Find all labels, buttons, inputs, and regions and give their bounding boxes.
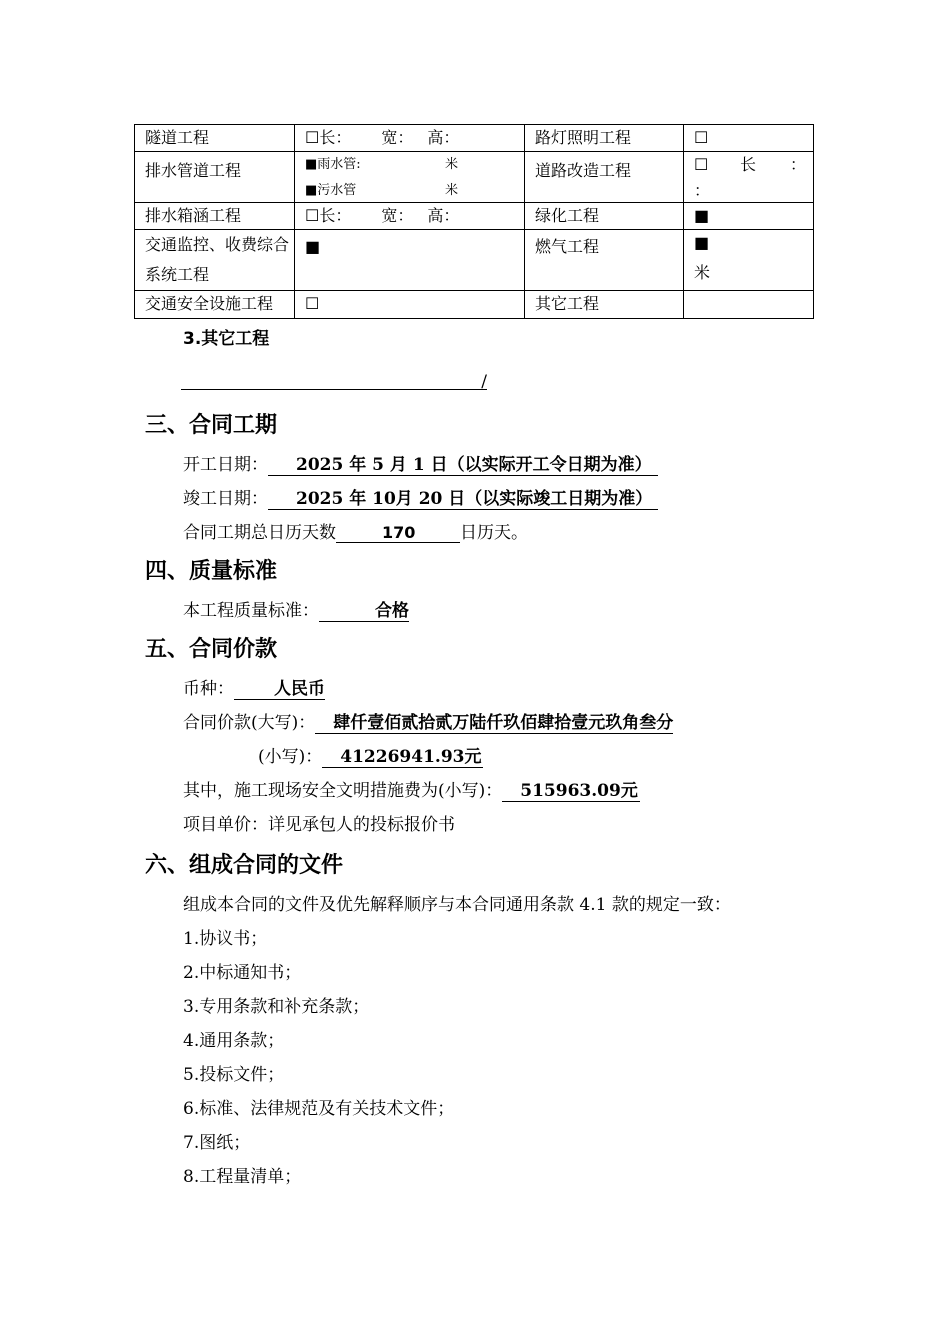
price-lower-line: (小写)： 41226941.93元	[258, 742, 483, 768]
work-name: 排水管道工程	[135, 152, 295, 203]
work-name: 交通安全设施工程	[135, 291, 295, 319]
work-name: 绿化工程	[525, 203, 684, 230]
price-upper-line: 合同价款(大写)： 肆仟壹佰贰拾贰万陆仟玖佰肆拾壹元玖角叁分	[183, 708, 673, 734]
work-name: 交通监控、收费综合系统工程	[145, 235, 290, 284]
work-name: 其它工程	[525, 291, 684, 319]
safety-fee-value: 515963.09元	[502, 776, 640, 802]
checkbox-icon: ■	[684, 203, 814, 230]
start-date-line: 开工日期： 2025 年 5 月 1 日（以实际开工令日期为准）	[183, 450, 658, 476]
start-date-value: 2025 年 5 月 1 日（以实际开工令日期为准）	[268, 450, 658, 476]
checkbox-icon: ☐	[295, 291, 525, 319]
currency-line: 币种： 人民币	[183, 674, 325, 700]
list-item: 6.标准、法律规范及有关技术文件；	[183, 1099, 455, 1119]
price-lower-value: 41226941.93元	[322, 742, 483, 768]
list-item: 8.工程量清单；	[183, 1167, 302, 1187]
price-upper-value: 肆仟壹佰贰拾贰万陆仟玖佰肆拾壹元玖角叁分	[315, 708, 673, 734]
work-name: 路灯照明工程	[525, 125, 684, 152]
section-title: 四、质量标准	[145, 559, 278, 584]
work-name: 隧道工程	[135, 125, 295, 152]
end-date-value: 2025 年 10月 20 日（以实际竣工日期为准）	[268, 484, 658, 510]
checkbox-icon: ☐	[684, 125, 814, 152]
list-item: 3.专用条款和补充条款；	[183, 997, 370, 1017]
list-item: 5.投标文件；	[183, 1065, 285, 1085]
section-title: 六、组成合同的文件	[145, 853, 344, 878]
table-row	[135, 152, 814, 203]
documents-intro: 组成本合同的文件及优先解释顺序与本合同通用条款 4.1 款的规定一致：	[183, 895, 731, 915]
checkbox-icon: ☐	[305, 128, 320, 147]
quality-line: 本工程质量标准： 合格	[183, 596, 409, 622]
work-name: 燃气工程	[525, 230, 684, 291]
checkbox-icon: ■	[295, 230, 525, 291]
work-dimensions: ☐ 长 ： ：	[684, 152, 814, 203]
list-item: 1.协议书；	[183, 929, 268, 949]
table-row: 交通监控、收费综合系统工程 ■ 燃气工程 ■ 米	[135, 230, 814, 291]
work-dimensions: ■雨水管: 米 ■污水管 米	[295, 152, 525, 203]
table-row	[135, 125, 814, 152]
duration-value: 170	[336, 523, 460, 543]
duration-line: 合同工期总日历天数 170 日历天。	[183, 523, 528, 543]
section-title: 三、合同工期	[145, 413, 278, 438]
end-date-line: 竣工日期： 2025 年 10月 20 日（以实际竣工日期为准）	[183, 484, 658, 510]
safety-fee-line: 其中，施工现场安全文明措施费为(小写)： 515963.09元	[183, 776, 640, 802]
work-name: 排水箱涵工程	[135, 203, 295, 230]
other-works-line: /	[181, 372, 487, 390]
section-heading: 3.其它工程	[183, 329, 270, 349]
work-dimensions: ☐长： 宽： 高：	[295, 203, 525, 230]
checkbox-icon: ☐	[694, 155, 709, 174]
work-name: 道路改造工程	[525, 152, 684, 203]
checkbox-icon: ■	[694, 233, 710, 252]
list-item: 4.通用条款；	[183, 1031, 285, 1051]
table-row	[135, 291, 814, 319]
quality-value: 合格	[319, 596, 409, 622]
table-row	[135, 203, 814, 230]
checkbox-icon: ☐	[305, 206, 320, 225]
unit-price-line: 项目单价：详见承包人的投标报价书	[183, 815, 455, 835]
works-table	[134, 124, 814, 319]
work-dimensions: ☐长： 宽： 高：	[295, 125, 525, 152]
currency-value: 人民币	[234, 674, 325, 700]
list-item: 7.图纸；	[183, 1133, 251, 1153]
list-item: 2.中标通知书；	[183, 963, 302, 983]
section-title: 五、合同价款	[145, 637, 278, 662]
